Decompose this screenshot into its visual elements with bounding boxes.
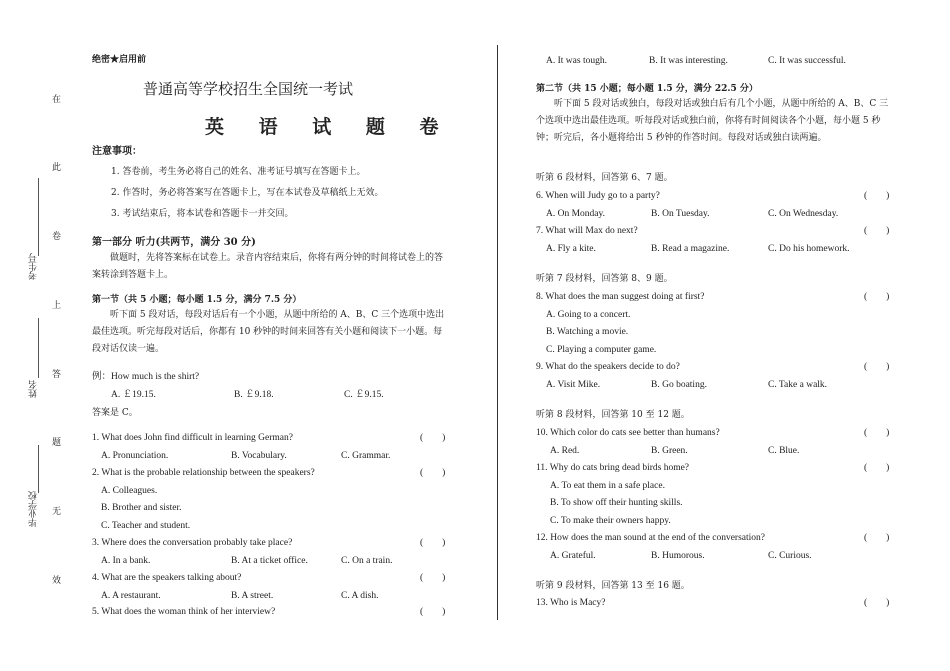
question: 11. Why do cats bring dead birds home?: [536, 463, 690, 473]
margin-char: 上: [52, 301, 62, 311]
option: B. Read a magazine.: [651, 244, 730, 254]
option: A. Pronunciation.: [101, 451, 169, 461]
option: C. Curious.: [768, 551, 812, 561]
answer-bracket[interactable]: ( ): [864, 292, 890, 302]
margin-char: 无: [52, 507, 62, 517]
option: C. It was successful.: [768, 56, 846, 66]
answer-bracket[interactable]: ( ): [864, 428, 890, 438]
question: 1. What does John find difficult in learning German?: [92, 433, 293, 443]
section1-instruction: 听下面 5 段对话，每段对话后有一个小题，从题中所给的 A、B、C 三个选项中选出最佳选项。听完每段对话后，你都有 10 秒钟的时间来回答有关小题和阅读下一小题。每段对话仅读一遍。: [92, 310, 445, 354]
option: B. Green.: [651, 446, 688, 456]
question: 12. How does the man sound at the end of the conversation?: [536, 533, 765, 543]
question: 10. Which color do cats see better than humans?: [536, 428, 720, 438]
option: C. Blue.: [768, 446, 800, 456]
option: B. Brother and sister.: [101, 503, 182, 513]
margin-char: 答: [52, 370, 62, 380]
margin-char: 效: [52, 576, 62, 586]
option: A. To eat them in a safe place.: [550, 481, 665, 491]
column-divider: [497, 45, 498, 620]
exam-number-label: 考生号: [29, 253, 39, 280]
option: A. Colleagues.: [101, 486, 158, 496]
option: C. A dish.: [341, 591, 379, 601]
option: A. Visit Mike.: [546, 380, 601, 390]
exam-number-field[interactable]: [38, 178, 39, 256]
example-question: 例：How much is the shirt?: [92, 372, 200, 382]
group-heading: 听第 9 段材料，回答第 13 至 16 题。: [536, 581, 690, 591]
answer-bracket[interactable]: ( ): [864, 598, 890, 608]
option: B. On Tuesday.: [651, 209, 710, 219]
notice-heading: 注意事项：: [92, 146, 142, 157]
answer-bracket[interactable]: ( ): [864, 362, 890, 372]
answer-bracket[interactable]: ( ): [420, 573, 446, 583]
section2-instruction: 听下面 5 段对话或独白，每段对话或独白后有几个小题，从题中所给的 A、B、C 三个选项中选出最佳选项。听每段对话或独白前，你将有时间阅读各个小题，每小题 5 秒钟；听完后，各小题将给出 5 秒钟的作答时间。每段对话或独白读两遍。: [536, 99, 889, 143]
option: B. To show off their hunting skills.: [550, 498, 683, 508]
option: C. Grammar.: [341, 451, 391, 461]
exam-title: 普通高等学校招生全国统一考试: [143, 80, 354, 98]
margin-char: 此: [52, 163, 62, 173]
option: B. At a ticket office.: [231, 556, 308, 566]
notice-item: 1. 答卷前，考生务必将自己的姓名、准考证号填写在答题卡上。: [111, 167, 366, 177]
option: B. Vocabulary.: [231, 451, 287, 461]
confidential-mark: 绝密★启用前: [92, 55, 147, 65]
question: 7. What will Max do next?: [536, 226, 638, 236]
option: C. On a train.: [341, 556, 393, 566]
question: 13. Who is Macy?: [536, 598, 606, 608]
question: 3. Where does the conversation probably take place?: [92, 538, 293, 548]
option: C. On Wednesday.: [768, 209, 839, 219]
name-field[interactable]: [38, 318, 39, 378]
school-field[interactable]: [38, 445, 39, 493]
option: A. Fly a kite.: [546, 244, 596, 254]
option: A. Going to a concert.: [546, 310, 631, 320]
question: 9. What do the speakers decide to do?: [536, 362, 680, 372]
question: 6. When will Judy go to a party?: [536, 191, 660, 201]
answer-bracket[interactable]: ( ): [420, 607, 446, 617]
margin-char: 卷: [52, 232, 62, 242]
group-heading: 听第 6 段材料，回答第 6、7 题。: [536, 173, 673, 183]
option: B. Humorous.: [651, 551, 705, 561]
margin-char: 题: [52, 438, 62, 448]
notice-item: 3. 考试结束后，将本试卷和答题卡一并交回。: [111, 209, 294, 219]
option: C. Do his homework.: [768, 244, 850, 254]
school-label: 毕业学校: [29, 491, 39, 527]
option: A. Grateful.: [550, 551, 596, 561]
answer-bracket[interactable]: ( ): [420, 468, 446, 478]
example-option: B. ￡9.18.: [234, 390, 274, 400]
option: B. A street.: [231, 591, 274, 601]
notice-item: 2. 作答时，务必将答案写在答题卡上，写在本试卷及草稿纸上无效。: [111, 188, 384, 198]
option: C. To make their owners happy.: [550, 516, 671, 526]
margin-char: 在: [52, 95, 62, 105]
question: 8. What does the man suggest doing at first?: [536, 292, 705, 302]
question: 5. What does the woman think of her interview?: [92, 607, 276, 617]
option: C. Teacher and student.: [101, 521, 191, 531]
example-answer: 答案是 C。: [92, 408, 138, 418]
option: B. Go boating.: [651, 380, 707, 390]
group-heading: 听第 7 段材料，回答第 8、9 题。: [536, 274, 673, 284]
option: C. Take a walk.: [768, 380, 828, 390]
example-option: C. ￡9.15.: [344, 390, 384, 400]
example-option: A. ￡19.15.: [111, 390, 156, 400]
group-heading: 听第 8 段材料，回答第 10 至 12 题。: [536, 410, 690, 420]
part1-heading: 第一部分 听力(共两节，满分 30 分): [92, 237, 256, 248]
option: A. It was tough.: [546, 56, 607, 66]
answer-bracket[interactable]: ( ): [864, 463, 890, 473]
option: A. On Monday.: [546, 209, 606, 219]
part1-instruction: 做题时，先将答案标在试卷上。录音内容结束后，你将有两分钟的时间将试卷上的答案转涂到答题卡上。: [92, 253, 444, 280]
answer-bracket[interactable]: ( ): [864, 533, 890, 543]
question: 4. What are the speakers talking about?: [92, 573, 242, 583]
subject-title: 英 语 试 题 卷: [205, 116, 453, 138]
option: C. Playing a computer game.: [546, 345, 657, 355]
answer-bracket[interactable]: ( ): [864, 191, 890, 201]
option: B. Watching a movie.: [546, 327, 629, 337]
option: B. It was interesting.: [649, 56, 728, 66]
option: A. A restaurant.: [101, 591, 161, 601]
section1-heading: 第一节（共 5 小题；每小题 1.5 分，满分 7.5 分）: [92, 295, 302, 305]
answer-bracket[interactable]: ( ): [420, 538, 446, 548]
answer-bracket[interactable]: ( ): [420, 433, 446, 443]
option: A. Red.: [550, 446, 580, 456]
section2-heading: 第二节（共 15 小题；每小题 1.5 分，满分 22.5 分）: [536, 84, 758, 94]
name-label: 姓名: [29, 380, 39, 398]
option: A. In a bank.: [101, 556, 151, 566]
question: 2. What is the probable relationship between the speakers?: [92, 468, 315, 478]
answer-bracket[interactable]: ( ): [864, 226, 890, 236]
